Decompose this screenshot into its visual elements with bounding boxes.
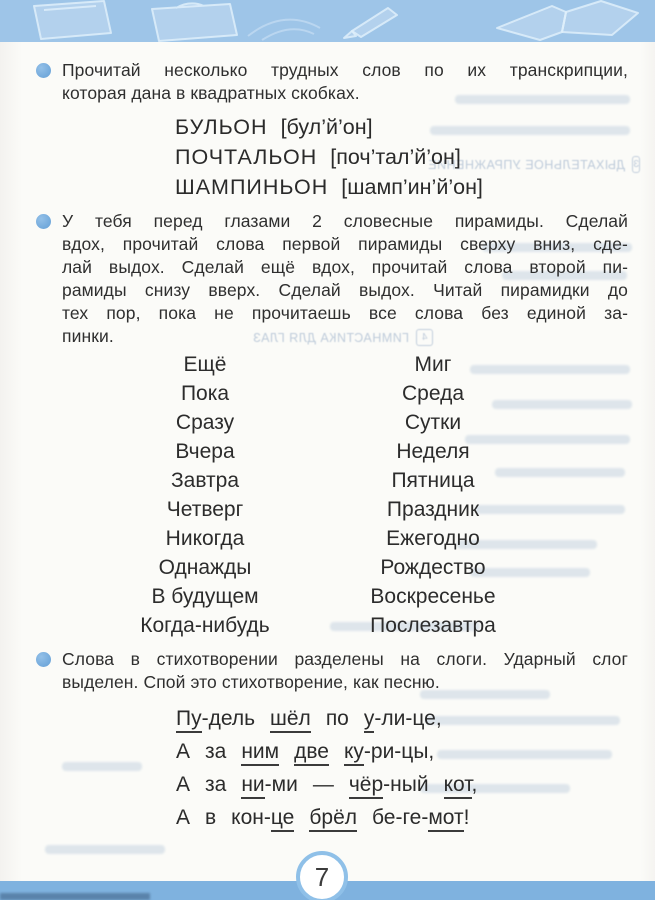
pyramid-word: В будущем (151, 585, 259, 608)
stressed-syllable: кот (444, 773, 472, 799)
poem-word (205, 768, 226, 801)
stressed-syllable: у (364, 707, 375, 733)
word-pyramid-right (318, 350, 548, 640)
satchel-doodle-icon (152, 3, 237, 41)
instruction-line: У тебя перед глазами 2 словесные пирамиды. Сделай (62, 211, 628, 231)
poem-word (176, 801, 190, 834)
syllable: за (205, 740, 227, 763)
poem-word (205, 735, 226, 768)
syllable: за (205, 773, 227, 796)
instruction-line: тех пор, пока не прочитаешь все слова без единой за- (62, 303, 628, 323)
word-caps: ПОЧТАЛЬОН (175, 145, 318, 169)
syllable: по (325, 707, 349, 730)
top-decor-band (0, 0, 655, 42)
word-transcription: [поч’тал’й’он] (330, 145, 461, 169)
stressed-syllable: две (294, 740, 329, 766)
poem-word (270, 702, 311, 735)
pyramid-word: Четверг (166, 498, 244, 521)
pyramid-word: Праздник (386, 498, 480, 521)
pyramid-word: Однажды (158, 556, 252, 579)
syllable: ! (463, 806, 470, 829)
scribble-doodle-icon (248, 20, 320, 40)
bleed-text-bar (62, 762, 142, 771)
poem-word (344, 735, 434, 768)
syllable: А (176, 740, 191, 763)
poem-line (176, 768, 477, 801)
stressed-syllable: шёл (270, 707, 311, 733)
stressed-syllable: ним (241, 740, 279, 766)
pyramid-word: Послезавтра (370, 614, 496, 637)
poem-word (176, 735, 190, 768)
pyramid-word: Неделя (396, 440, 470, 463)
task-bullet-icon (36, 63, 51, 78)
pyramid-word: Сразу (175, 411, 235, 434)
stressed-syllable: мот (428, 806, 463, 832)
page-number-badge (296, 851, 348, 900)
instruction-line: рамиды снизу вверх. Сделай выдох. Читай пирамидки до (62, 280, 628, 300)
pyramid-word: Ежегодно (386, 527, 480, 550)
poem-word (205, 801, 216, 834)
transcription-row (175, 142, 483, 172)
instruction-line: вдох, прочитай слова первой пирамиды сверху вниз, сде- (62, 234, 628, 254)
syllable: кон- (231, 806, 271, 829)
syllable: -ли-це, (374, 707, 442, 730)
task-bullet-icon (36, 652, 51, 667)
pyramid-word: Вчера (175, 440, 235, 463)
poem-word (241, 735, 279, 768)
pyramid-word: Пятница (391, 469, 475, 492)
word-caps: БУЛЬОН (175, 115, 268, 139)
syllable: -ный (383, 773, 429, 796)
bleed-heading-text: ГИМНАСТИКА ДЛЯ ГЛАЗ (252, 330, 409, 345)
instruction-line: Прочитай несколько трудных слов по их транскрипции, (62, 60, 628, 80)
transcription-row (175, 172, 483, 202)
open-book-doodle-icon (497, 1, 638, 40)
pyramid-word: Завтра (170, 469, 240, 492)
word-pyramid-left (90, 350, 320, 640)
task3-instruction (62, 648, 628, 694)
syllable: А (176, 806, 191, 829)
instruction-line: выделен. Спой это стихотворение, как песню. (62, 672, 440, 692)
pyramid-word: Рождество (380, 556, 486, 579)
bleed-number-box: 4 (416, 329, 433, 346)
syllable: бе-ге- (372, 806, 429, 829)
poem-word (349, 768, 429, 801)
pencil-doodle-icon (344, 8, 397, 38)
syllable: в (205, 806, 217, 829)
stressed-syllable: чёр (349, 773, 383, 799)
pyramid-word: Воскресенье (370, 585, 496, 608)
transcription-row (175, 112, 483, 142)
stressed-syllable: брёл (309, 806, 357, 832)
bleed-number-box: 3 (632, 156, 640, 173)
poem-line (176, 702, 477, 735)
poem-line (176, 801, 477, 834)
pyramid-word: Миг (414, 353, 452, 376)
instruction-line: Слова в стихотворении разделены на слоги. Ударный слог (62, 649, 628, 669)
syllable: -дель (201, 707, 256, 730)
pyramid-word: Среда (402, 382, 464, 405)
pyramid-word: Сутки (404, 411, 462, 434)
poem-word (313, 768, 334, 801)
task-bullet-icon (36, 214, 51, 229)
stressed-syllable: Пу (176, 707, 202, 733)
notebook-doodle-icon (34, 1, 111, 39)
stressed-syllable: це (271, 806, 294, 832)
poem-word (444, 768, 478, 801)
pyramid-word: Когда-нибудь (140, 614, 270, 637)
syllable-poem (176, 702, 477, 834)
poem-word (241, 768, 298, 801)
word-transcription: [шамп’ин’й’он] (341, 175, 483, 199)
syllable: — (312, 773, 334, 796)
task2-instruction (62, 210, 628, 348)
page-number: 7 (314, 861, 330, 892)
bottom-shadow (0, 893, 150, 900)
poem-word (231, 801, 294, 834)
poem-word (372, 801, 469, 834)
instruction-line: пинки. (62, 326, 114, 346)
word-caps: ШАМПИНЬОН (175, 175, 329, 199)
instruction-line: лай выдох. Сделай ещё вдох, прочитай слова второй пи- (62, 257, 628, 277)
poem-line (176, 735, 477, 768)
poem-word (364, 702, 442, 735)
pyramid-word: Никогда (165, 527, 245, 550)
doodles-graphic (0, 0, 655, 42)
poem-word (176, 702, 255, 735)
instruction-line: которая дана в квадратных скобках. (62, 83, 360, 103)
pyramid-word: Ещё (183, 353, 227, 376)
poem-word (294, 735, 329, 768)
syllable: А (176, 773, 191, 796)
bleed-text-bar (45, 845, 165, 854)
bleed-heading-text: ДЫХАТЕЛЬНОЕ УПРАЖНЕНИЕ (427, 157, 625, 172)
stressed-syllable: ни (241, 773, 264, 799)
syllable: -ми (264, 773, 298, 796)
poem-word (326, 702, 349, 735)
pyramid-word: Пока (180, 382, 230, 405)
stressed-syllable: ку (344, 740, 364, 766)
poem-word (176, 768, 190, 801)
syllable: , (471, 773, 478, 796)
transcription-list (175, 112, 483, 202)
task1-instruction (62, 59, 628, 105)
word-transcription: [бул’й’он] (280, 115, 373, 139)
poem-word (309, 801, 357, 834)
syllable: -ри-цы, (363, 740, 435, 763)
